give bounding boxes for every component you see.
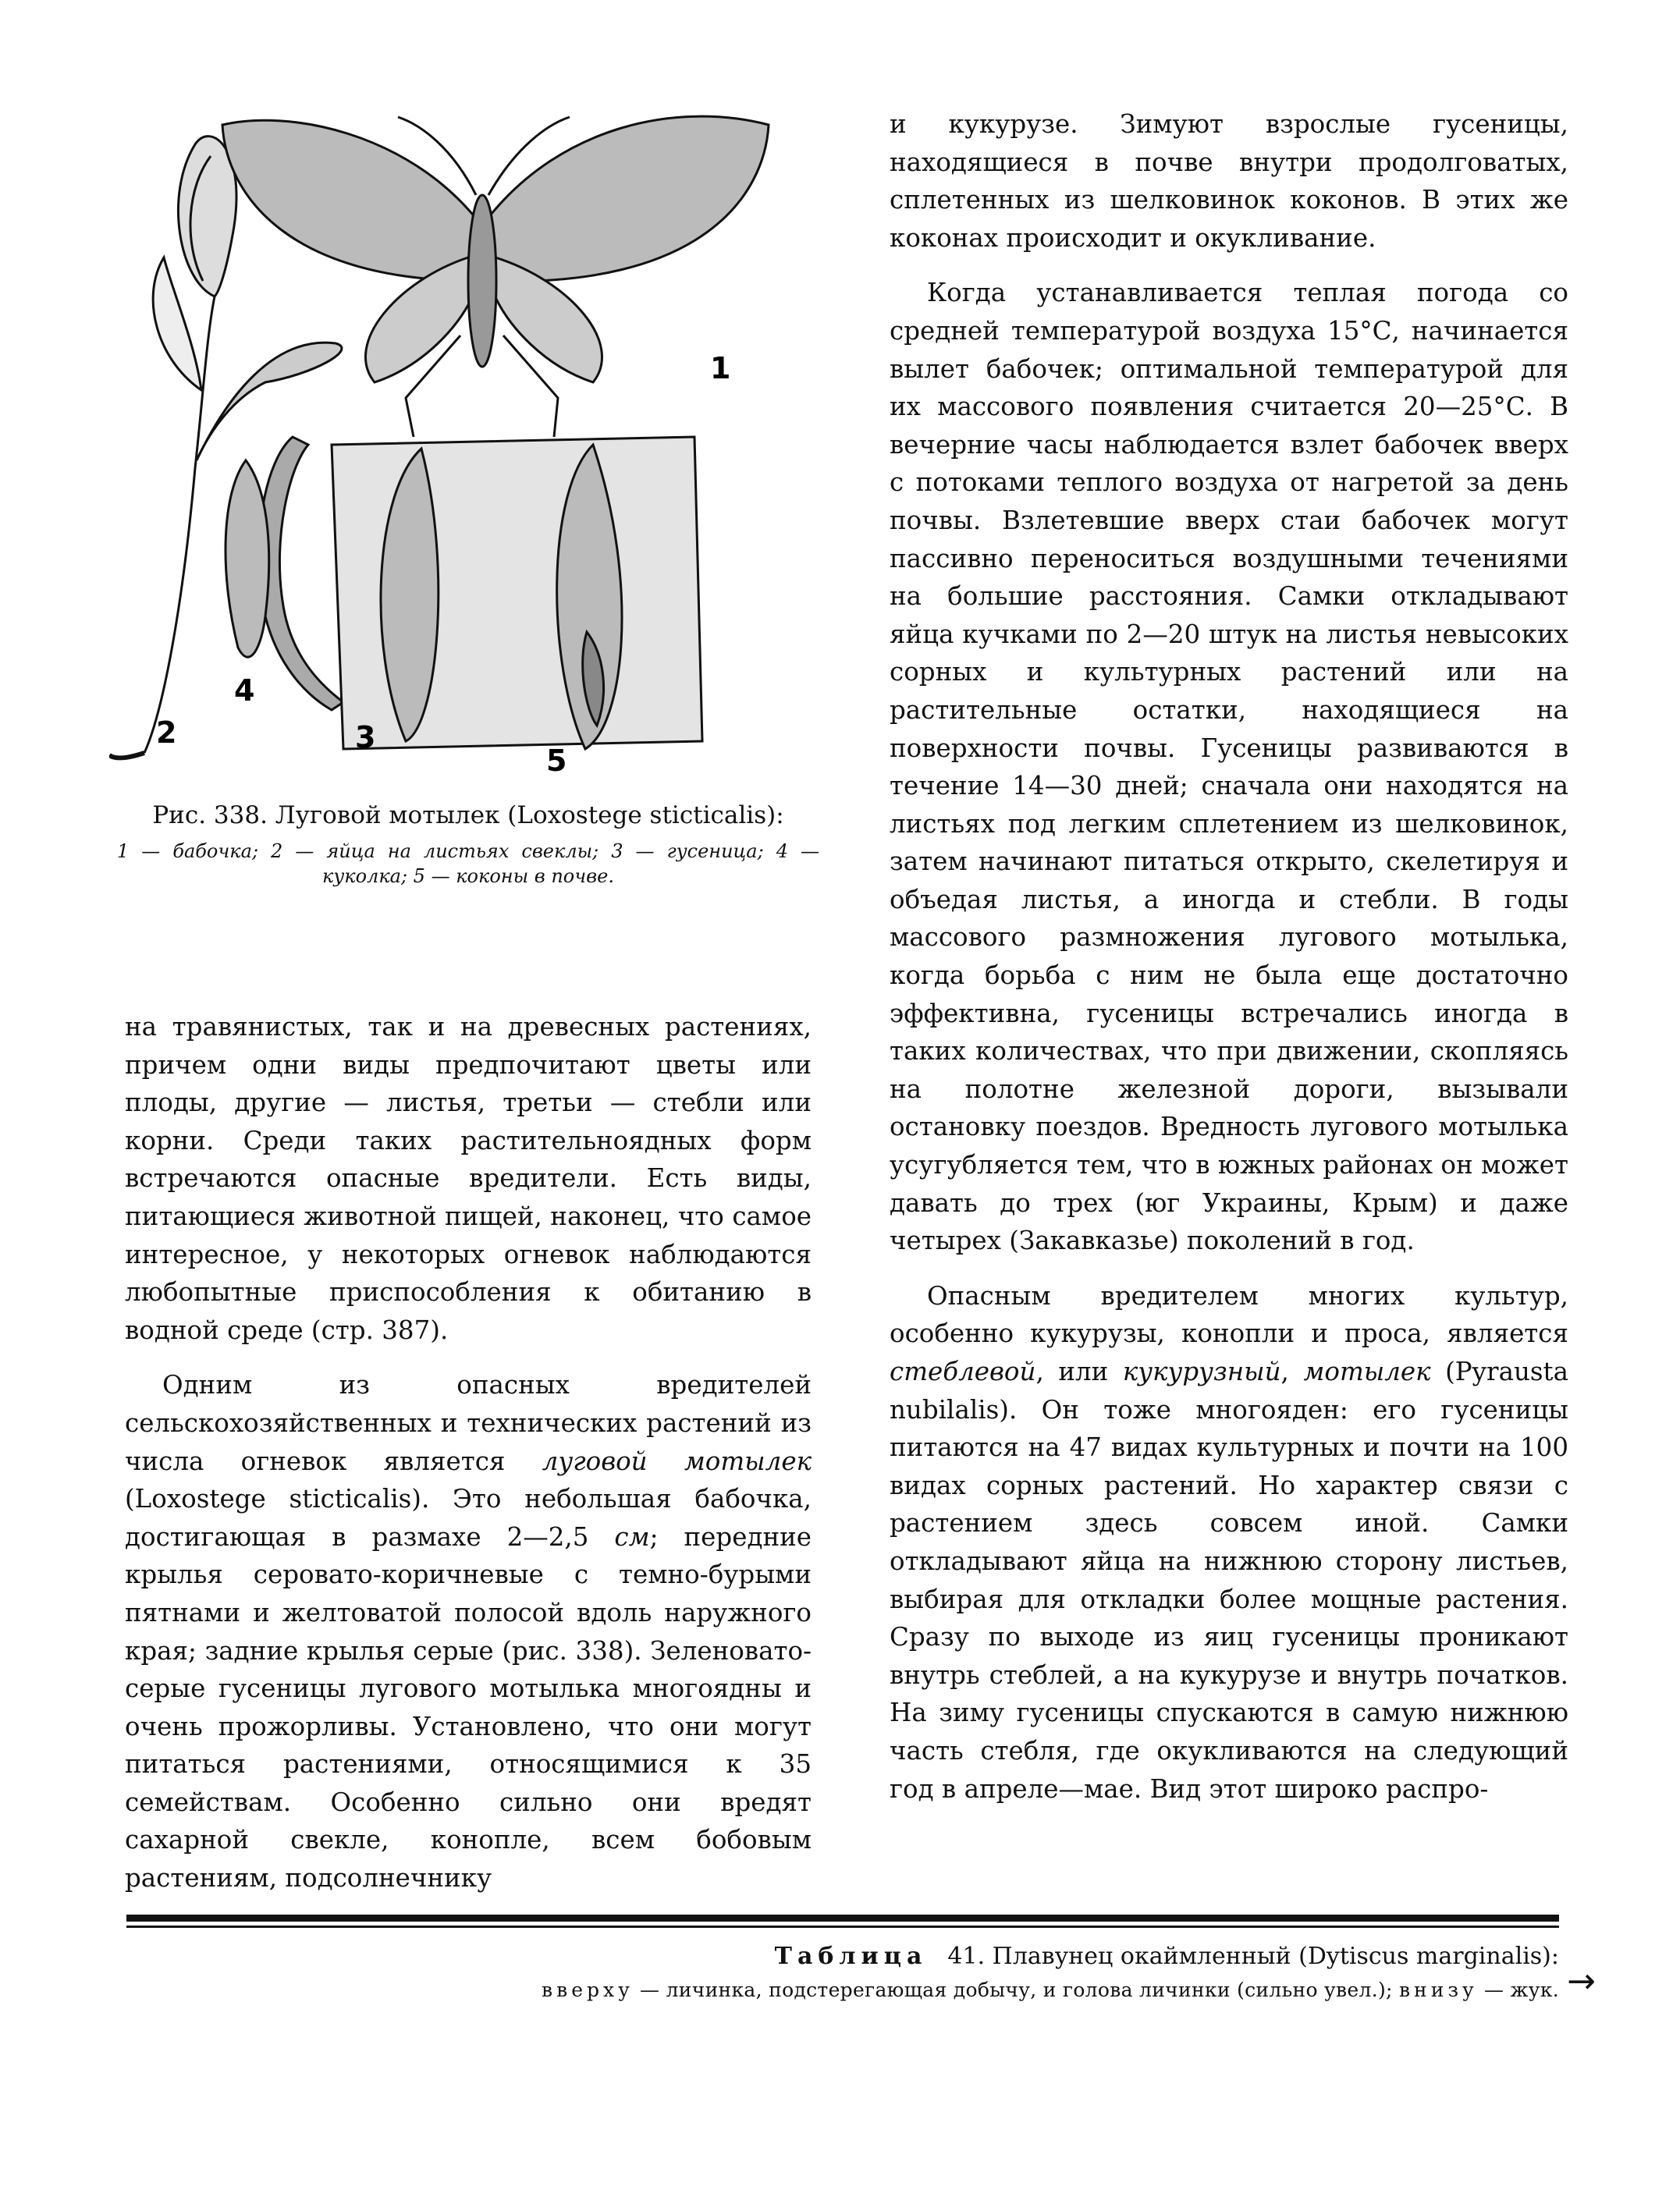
right-paragraph-1: и кукурузе. Зимуют взрослые гусеницы, находящиеся в почве внутри продолговатых, сплетенных из шелковинок коконов. В этих же коконах происходит и окукливание. [890, 109, 1568, 253]
figure-label-4: 4 [234, 673, 255, 708]
left-paragraph-1: на травянистых, так и на древесных растениях, причем одни виды предпочитают цветы или плоды, другие — листья, третьи — стебли или корни. Среди таких растительноядных форм встречаются опасные вредители. Есть виды, питающиеся животной пищей, наконец, что самое интересное, у некоторых огневок наблюдаются любопытные приспособления к обитанию в водной среде (стр. 387). [125, 1012, 812, 1345]
plate-title: 41. Плавунец окаймленный (Dytiscus marginalis): [947, 1943, 1559, 1970]
term-stem-moth: стеблевой [890, 1357, 1036, 1386]
figure-label-3: 3 [355, 720, 376, 754]
figure-label-2: 2 [156, 715, 177, 750]
plate-top-label: вверху [542, 1979, 634, 2001]
right-paragraph-3-text-c: , [1280, 1357, 1304, 1386]
arrow-right-icon: → [1567, 1961, 1596, 2001]
right-column [890, 105, 1568, 1808]
figure-label-1: 1 [710, 351, 731, 385]
right-paragraph-3-text-b: , или [1035, 1357, 1123, 1386]
term-moth: мотылек [1303, 1357, 1431, 1386]
right-paragraph-3-text-d: (Pyrausta nubilalis). Он тоже многояден: его гусеницы питаются на 47 видах культурных и почти на 100 видах сорных растений. Но характер связи с растением здесь совсем иной. Самки откладывают яйца на нижнюю сторону листьев, выбирая для откладки более мощные растения. Сразу по выходе из яиц гусеницы проникают внутрь стеблей, а на кукурузе и внутрь початков. На зиму гусеницы спускаются в самую нижнюю часть стебля, где окукливаются на следующий год в апреле—мае. Вид этот широко распро- [890, 1357, 1568, 1804]
plate-bottom-text: — жук. [1477, 1979, 1559, 2001]
left-paragraph-2-text-a: Одним из опасных вредителей сельскохозяйственных и технических растений из числа огневок является [125, 1370, 812, 1476]
plate-label: Таблица [774, 1943, 928, 1970]
right-paragraph-3-text-a: Опасным вредителем многих культур, особенно кукурузы, конопли и проса, является [890, 1280, 1568, 1349]
left-paragraph-2-text-b: (Loxostege sticticalis). Это небольшая бабочка, достигающая в размахе 2—2,5 [125, 1484, 812, 1552]
cocoons-in-soil-drawing [332, 437, 702, 749]
figure-caption [117, 800, 819, 889]
plate-top-text: — личинка, подстерегающая добычу, и голова личинки (сильно увел.); [633, 1979, 1399, 2001]
figure-caption-title: Рис. 338. Луговой мотылек (Loxostege sticticalis): [152, 801, 784, 829]
plate-bottom-label: внизу [1398, 1979, 1478, 2001]
caterpillar-drawing [259, 437, 343, 710]
left-paragraph-2 [125, 1366, 812, 1897]
plate-caption-title-line [775, 1941, 1559, 1972]
plate-caption-legend-line [542, 1977, 1559, 2004]
pupa-drawing [226, 460, 269, 657]
figure-illustration [109, 101, 827, 780]
unit-cm: см [614, 1521, 650, 1552]
left-column [125, 1008, 812, 1897]
right-paragraph-3 [890, 1277, 1568, 1808]
moth-illustration [109, 101, 827, 780]
divider-thick [126, 1915, 1559, 1922]
figure-caption-legend: 1 — бабочка; 2 — яйца на листьях свеклы; 3 — гусеница; 4 — куколка; 5 — коконы в почве. [117, 840, 819, 887]
figure-label-5: 5 [546, 744, 567, 778]
divider-thin [126, 1926, 1559, 1928]
left-paragraph-2-text-c: ; передние крылья серовато-коричневые с темно-бурыми пятнами и желтоватой полосой вдоль наружного края; задние крылья серые (рис. 338). Зеленовато-серые гусеницы лугового мотылька многоядны и очень прожорливы. Установлено, что они могут питаться растениями, относящимися к 35 семействам. Особенно сильно они вредят сахарной свекле, конопле, всем бобовым растениям, подсолнечнику [125, 1521, 812, 1894]
right-paragraph-2: Когда устанавливается теплая погода со средней температурой воздуха 15°С, начинается вылет бабочек; оптимальной температурой для их массового появления считается 20—25°С. В вечерние часы наблюдается взлет бабочек вверх с потоками теплого воздуха от нагретой за день почвы. Взлетевшие вверх стаи бабочек могут пассивно переноситься воздушными течениями на большие расстояния. Самки откладывают яйца кучками по 2—20 штук на листья невысоких сорных и культурных растений или на растительные остатки, находящиеся на поверхности почвы. Гусеницы развиваются в течение 14—30 дней; сначала они находятся на листьях под легким сплетением из шелковинок, затем начинают питаться открыто, скелетируя и объедая листья, а иногда и стебли. В годы массового размножения лугового мотылька, когда борьба с ним не была еще достаточно эффективна, гусеницы встречались иногда в таких количествах, что при движении, скопляясь на полотне железной дороги, вызывали остановку поездов. Вредность лугового мотылька усугубляется тем, что в южных районах он может давать до трех (юг Украины, Крым) и даже четырех (Закавказье) поколений в год. [890, 278, 1568, 1256]
term-meadow-moth: луговой мотылек [542, 1446, 812, 1476]
term-corn-moth: кукурузный [1122, 1357, 1281, 1386]
moth-drawing [222, 116, 769, 437]
